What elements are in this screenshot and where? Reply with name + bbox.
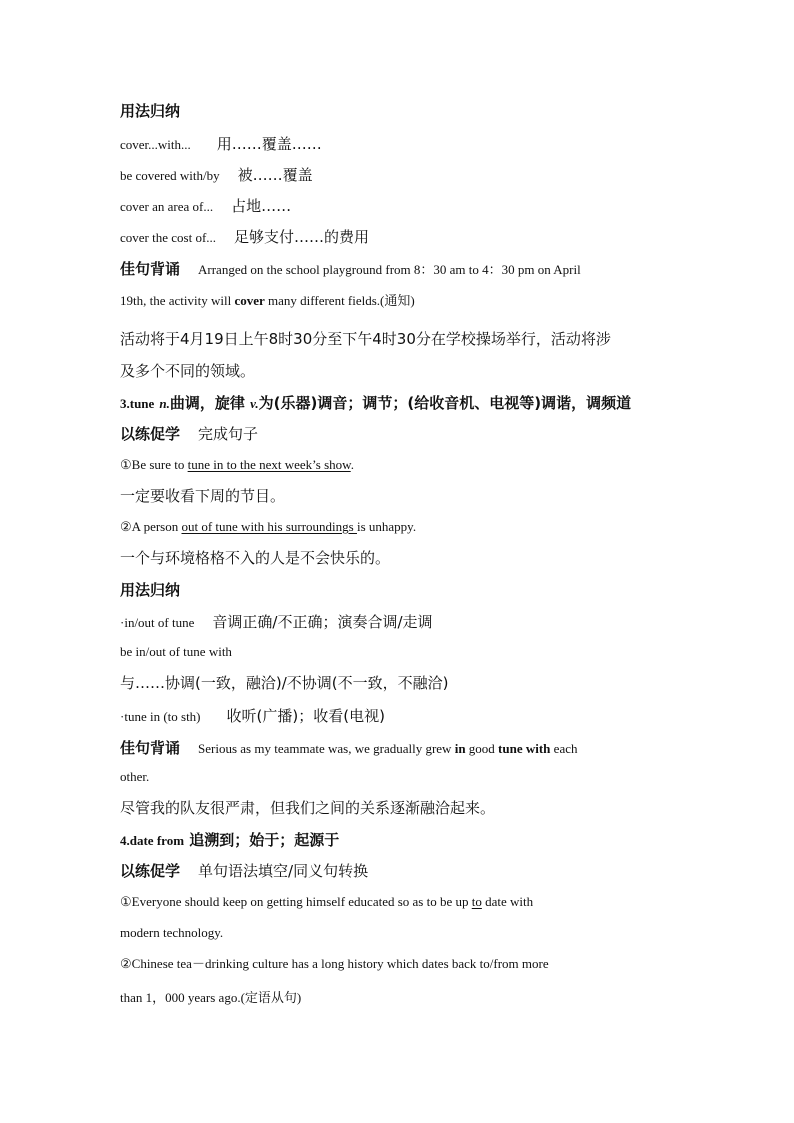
translation: 尽管我的队友很严肃，但我们之间的关系逐渐融洽起来。 (120, 799, 496, 817)
vocab-item-tune: 3.tune n.曲调，旋律 v.为(乐器)调音；调节；(给收音机、电视等)调谐，调频道 (120, 394, 632, 412)
keyword: cover (234, 293, 265, 308)
section-heading-usage: 用法归纳 (120, 581, 181, 599)
translation: 及多个不同的领域。 (120, 362, 256, 380)
translation: 一个与环境格格不入的人是不会快乐的。 (120, 549, 391, 567)
usage-row: ·tune in (to sth) 收听(广播)；收看(电视) (120, 707, 385, 725)
exercise-question: ②A person out of tune with his surroundings is unhappy. (120, 519, 417, 534)
exercise-question-cont: modern technology. (120, 925, 224, 940)
answer-blank: tune in to the next week’s show (187, 457, 351, 472)
exercise-question: ②Chinese tea－drinking culture has a long history which dates back to/from more (120, 956, 549, 971)
exercise-question: ①Everyone should keep on getting himself educated so as to be up to date with (120, 894, 534, 909)
exercise-question: ①Be sure to tune in to the next week’s show. (120, 457, 354, 472)
exercise-question-cont: than 1，000 years ago.(定语从句) (120, 990, 302, 1005)
translation: 活动将于4月19日上午8时30分至下午4时30分在学校操场举行，活动将涉 (120, 330, 611, 348)
practice-heading: 以练促学 完成句子 (120, 425, 259, 443)
usage-row-meaning: 与……协调(一致，融洽)/不协调(不一致，不融洽) (120, 674, 449, 692)
example-label: 佳句背诵 (120, 739, 181, 757)
answer-blank: to (471, 894, 482, 909)
translation: 一定要收看下周的节目。 (120, 487, 286, 505)
usage-row: cover an area of... 占地…… (120, 197, 292, 215)
usage-row: be covered with/by 被……覆盖 (120, 166, 313, 184)
example-sentence: 佳句背诵 Arranged on the school playground from 8：30 am to 4：30 pm on April (120, 260, 581, 278)
headword: date from (129, 833, 185, 848)
keyword: tune with (498, 741, 551, 756)
usage-row: ·in/out of tune 音调正确/不正确；演奏合调/走调 (120, 613, 433, 631)
practice-heading: 以练促学 单句语法填空/同义句转换 (120, 862, 369, 880)
example-sentence-cont: other. (120, 769, 150, 784)
example-sentence-cont: 19th, the activity will cover many different fields.(通知) (120, 293, 415, 308)
vocab-item-date-from: 4.date from 追溯到；始于；起源于 (120, 831, 340, 849)
answer-blank: out of tune with his surroundings (181, 519, 357, 534)
section-heading-usage: 用法归纳 (120, 102, 181, 120)
usage-row: cover...with... 用……覆盖…… (120, 135, 322, 153)
example-sentence: 佳句背诵 Serious as my teammate was, we gradually grew in good tune with each (120, 739, 578, 757)
usage-row: cover the cost of... 足够支付……的费用 (120, 228, 370, 246)
usage-row: be in/out of tune with (120, 644, 232, 659)
headword: tune (129, 396, 155, 411)
example-label: 佳句背诵 (120, 260, 181, 278)
